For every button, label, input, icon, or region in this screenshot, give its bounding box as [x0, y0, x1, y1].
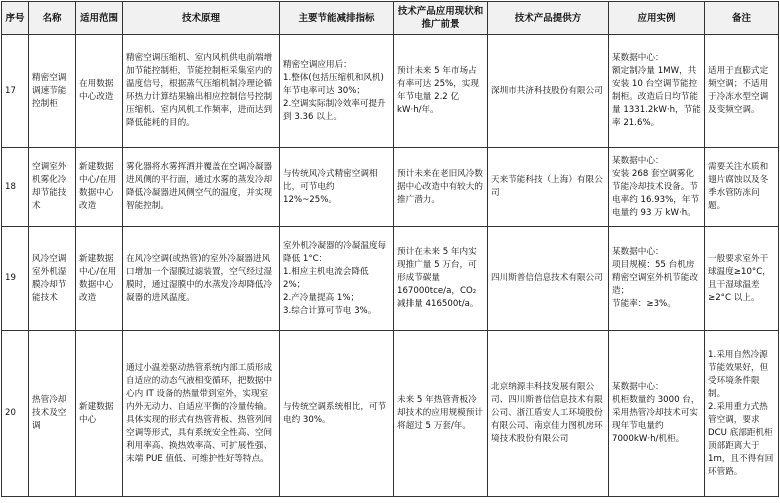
indicator-line: 3.综合计算可节电 3%。 — [283, 305, 377, 316]
remarks-line: 1.采用自然冷源节能效果好，但受环境条件限制。 — [708, 349, 769, 399]
scope-cell: 新建数据中心/在用数据中心改造 — [76, 227, 123, 331]
case-line: 某数据中心： — [612, 53, 664, 63]
technology-name: 空调室外机雾化冷却节能技术 — [29, 148, 76, 227]
remarks-cell: 需要关注水质和翅片腐蚀以及冬季水管防冻问题。 — [705, 148, 779, 227]
case-line: 某数据中心： — [612, 247, 664, 257]
case-line: 安装 268 套空调雾化节能冷却技术设备。节电率约 16.93%，年节电量约 93 万 kW·h。 — [612, 168, 700, 218]
row-number: 20 — [2, 331, 29, 497]
provider-cell: 四川斯普信信息技术有限公司 — [488, 227, 609, 331]
table-row — [2, 148, 779, 227]
technology-name: 精密空调调速节能控制柜 — [29, 35, 76, 148]
indicator-line: 精密空调应用后： — [283, 59, 352, 70]
case-line: 节能率：≥3%。 — [612, 299, 676, 309]
indicator-line: 室外机冷凝器的冷凝温度每降低 1°C： — [283, 240, 387, 264]
technology-name: 风冷空调室外机湿膜冷却节能技术 — [29, 227, 76, 331]
status-cell: 未来 5 年热管背板冷却技术的应用规模预计将超过 5 万套/年。 — [394, 331, 488, 497]
technology-table — [1, 1, 779, 497]
principle-cell: 雾化器将水雾挥洒并覆盖在空调冷凝器进风侧的平行面，通过水雾的蒸发冷却降低冷凝器进风侧空气的温度，并实现智能控制。 — [123, 148, 280, 227]
table-row — [2, 331, 779, 497]
header-no: 序号 — [2, 2, 29, 35]
indicator-line: 2.产冷量提高 1%； — [283, 292, 360, 303]
header-status: 技术产品应用现状和推广前景 — [394, 2, 488, 35]
case-cell — [609, 148, 705, 227]
provider-cell: 深圳市共济科技股份有限公司 — [488, 35, 609, 148]
indicator-cell: 与传统风冷式精密空调相比，可节电约 12%~25%。 — [280, 148, 394, 227]
principle-cell: 精密空调压缩机、室内风机供电前端增加节能控制柜，节能控制柜采集室内的温度信号，根据蒸气压缩机制冷理论循环热力计算结果输出相应控制信号控制压缩机、室内风机工作频率，进而达到降低能耗的目的。 — [123, 35, 280, 148]
case-cell — [609, 227, 705, 331]
indicator-line: 1.相应主机电流会降低 2%； — [283, 266, 369, 290]
provider-cell: 天来节能科技（上海）有限公司 — [488, 148, 609, 227]
scope-cell: 在用数据中心改造 — [76, 35, 123, 148]
indicator-line: 1.整体(包括压缩机和风机)年节电率可达 30%； — [283, 72, 384, 96]
status-cell: 预计未来 5 年市场占有率可达 25%，实现年节电量 2.2 亿 kW·h/年。 — [394, 35, 488, 148]
header-principle: 技术原理 — [123, 2, 280, 35]
indicator-line: 2.空调实际制冷效率可提升到 3.36 以上。 — [283, 98, 386, 122]
indicator-cell: 与传统空调系统相比，可节电约 30%。 — [280, 331, 394, 497]
remarks-cell — [705, 331, 779, 497]
scope-cell: 新建数据中心/在用数据中心改造 — [76, 148, 123, 227]
provider-cell: 北京纳源丰科技发展有限公司、四川斯普信信息技术有限公司、浙江盾安人工环境股份有限公司、南京佳力图机房环境技术股份有限公司 — [488, 331, 609, 497]
principle-cell: 通过小温差驱动热管系统内部工质形成自适应的动态气液相变循环，把数据中心内 IT 设备的热量带到室外，实现室内外无动力、自适应平衡的冷量传输。具体实现的形式有热管背板、热管列间空调等形式，具有系统安全性高、空间利用率高、换热效率高、可扩展性强、末端 PUE 值低、可维护性好等特点。 — [123, 331, 280, 497]
case-line: 某数据中心： — [612, 155, 664, 166]
indicator-cell — [280, 35, 394, 148]
status-cell: 预计未来在老旧风冷数据中心改造中有较大的推广潜力。 — [394, 148, 488, 227]
remarks-line: 2.采用重力式热管空调，要求 DCU 底部距机柜顶部距离大于 1m，且不得有回环管路。 — [708, 401, 774, 477]
status-cell: 预计在未来 5 年内实现推广量 5 万台，可形成节碳量 167000tce/a，CO₂ 减排量 416500t/a。 — [394, 227, 488, 331]
scope-cell: 新建数据中心 — [76, 331, 123, 497]
case-line: 额定制冷量 1MW，共安装 10 台空调节能控制柜。改造后日均节能量 1331.2kW·h，节能率 21.6%。 — [612, 66, 701, 128]
table-header-row — [2, 2, 779, 35]
table-row — [2, 35, 779, 148]
indicator-cell — [280, 227, 394, 331]
remarks-cell: 一般要求室外干球温度≥10°C，且干湿球温差≥2°C 以上。 — [705, 227, 779, 331]
principle-cell: 在风冷空调(或热管)的室外冷凝器进风口增加一个湿膜过滤装置，空气经过湿膜时，通过湿膜中的水蒸发冷却降低冷凝器的进风温度。 — [123, 227, 280, 331]
header-scope: 适用范围 — [76, 2, 123, 35]
case-cell — [609, 331, 705, 497]
header-case: 应用实例 — [609, 2, 705, 35]
row-number: 18 — [2, 148, 29, 227]
header-remarks: 备注 — [705, 2, 779, 35]
case-line: 某数据中心： — [612, 382, 664, 392]
row-number: 19 — [2, 227, 29, 331]
header-indicator: 主要节能减排指标 — [280, 2, 394, 35]
technology-name: 热管冷却技术及空调 — [29, 331, 76, 497]
case-cell — [609, 35, 705, 148]
table-row — [2, 227, 779, 331]
case-line: 机柜数量约 3000 台，采用热管冷却技术可实现年节电量约 7000kW·h/机柜。 — [612, 395, 700, 444]
remarks-cell: 适用于直膨式定频空调；不适用于冷冻水型空调及变频空调。 — [705, 35, 779, 148]
header-name: 名称 — [29, 2, 76, 35]
row-number: 17 — [2, 35, 29, 148]
header-provider: 技术产品提供方 — [488, 2, 609, 35]
case-line: 项目规模：55 台机房精密空调室外机节能改造； — [612, 260, 698, 296]
